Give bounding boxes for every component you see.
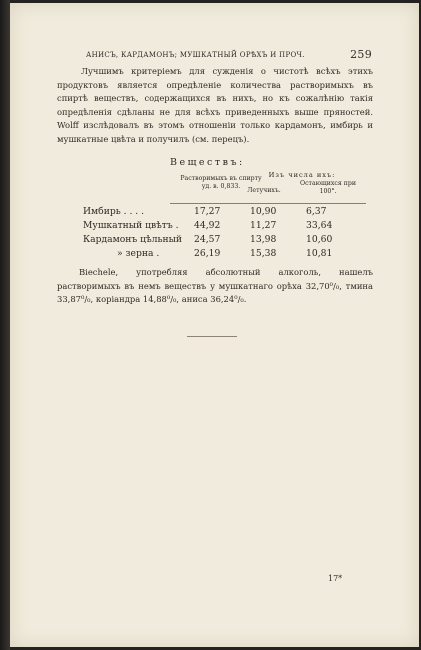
book-spine-shadow <box>0 0 10 650</box>
table-header-rule <box>170 203 366 204</box>
cell-volatile: 10,90 <box>250 206 277 217</box>
cell-remaining: 10,60 <box>306 234 333 245</box>
cell-volatile: 15,38 <box>250 248 277 259</box>
table-title: Веществъ: <box>170 157 245 168</box>
running-title: АНИСЪ, КАРДАМОНЪ; МУШКАТНЫЙ ОРѢХЪ И ПРОЧ. <box>86 51 305 59</box>
table-row <box>0 220 421 234</box>
table-row <box>0 234 421 248</box>
cell-remaining: 6,37 <box>306 206 327 217</box>
cell-remaining: 33,64 <box>306 220 333 231</box>
cell-soluble: 24,57 <box>194 234 221 245</box>
cell-soluble: 44,92 <box>194 220 221 231</box>
table-row <box>0 206 421 220</box>
cell-volatile: 13,98 <box>250 234 277 245</box>
table-row <box>0 248 421 262</box>
cell-volatile: 11,27 <box>250 220 277 231</box>
group-header-of-which: Изъ числа ихъ: <box>268 171 336 179</box>
signature-mark: 17* <box>328 574 343 583</box>
page-number: 259 <box>350 48 372 61</box>
cell-soluble: 26,19 <box>194 248 221 259</box>
cell-remaining: 10,81 <box>306 248 333 259</box>
row-label: Имбирь . . . . <box>83 206 145 217</box>
paragraph-intro: Лучшимъ критеріемъ для сужденія о чистотѣ всѣхъ этихъ продуктовъ является опредѣленіе количества растворимыхъ въ спиртѣ веществъ, содержащихся въ нихъ, но къ сожалѣнію такія опредѣленія сдѣланы не для всѣхъ приведенныхъ выше пряностей. Wolff изслѣдовалъ въ этомъ отношеніи только кардамонъ, имбирь и мушкатные цвѣта и получилъ (см. перецъ). <box>57 66 373 144</box>
running-header <box>86 48 372 62</box>
column-header-volatile: Летучихъ. <box>247 187 281 194</box>
paragraph-biechele: Biechele, употребляя абсолютный алкоголь, нашелъ растворимыхъ въ немъ веществъ у мушкатнаго орѣха 32,70⁰/₀, тмина 33,87⁰/₀, коріандра 14,88⁰/₀, аниса 36,24⁰/₀. <box>57 267 373 304</box>
row-label: Кардамонъ цѣльный <box>83 234 183 245</box>
column-header-soluble: Растворимыхъ въ спирту уд. в. 0,833. <box>180 175 262 190</box>
section-divider <box>187 336 237 337</box>
cell-soluble: 17,27 <box>194 206 221 217</box>
column-header-remaining: Остающихся при 100°. <box>300 180 356 195</box>
row-label: » зерна . <box>117 248 160 259</box>
row-label: Мушкатный цвѣтъ . <box>83 220 179 231</box>
